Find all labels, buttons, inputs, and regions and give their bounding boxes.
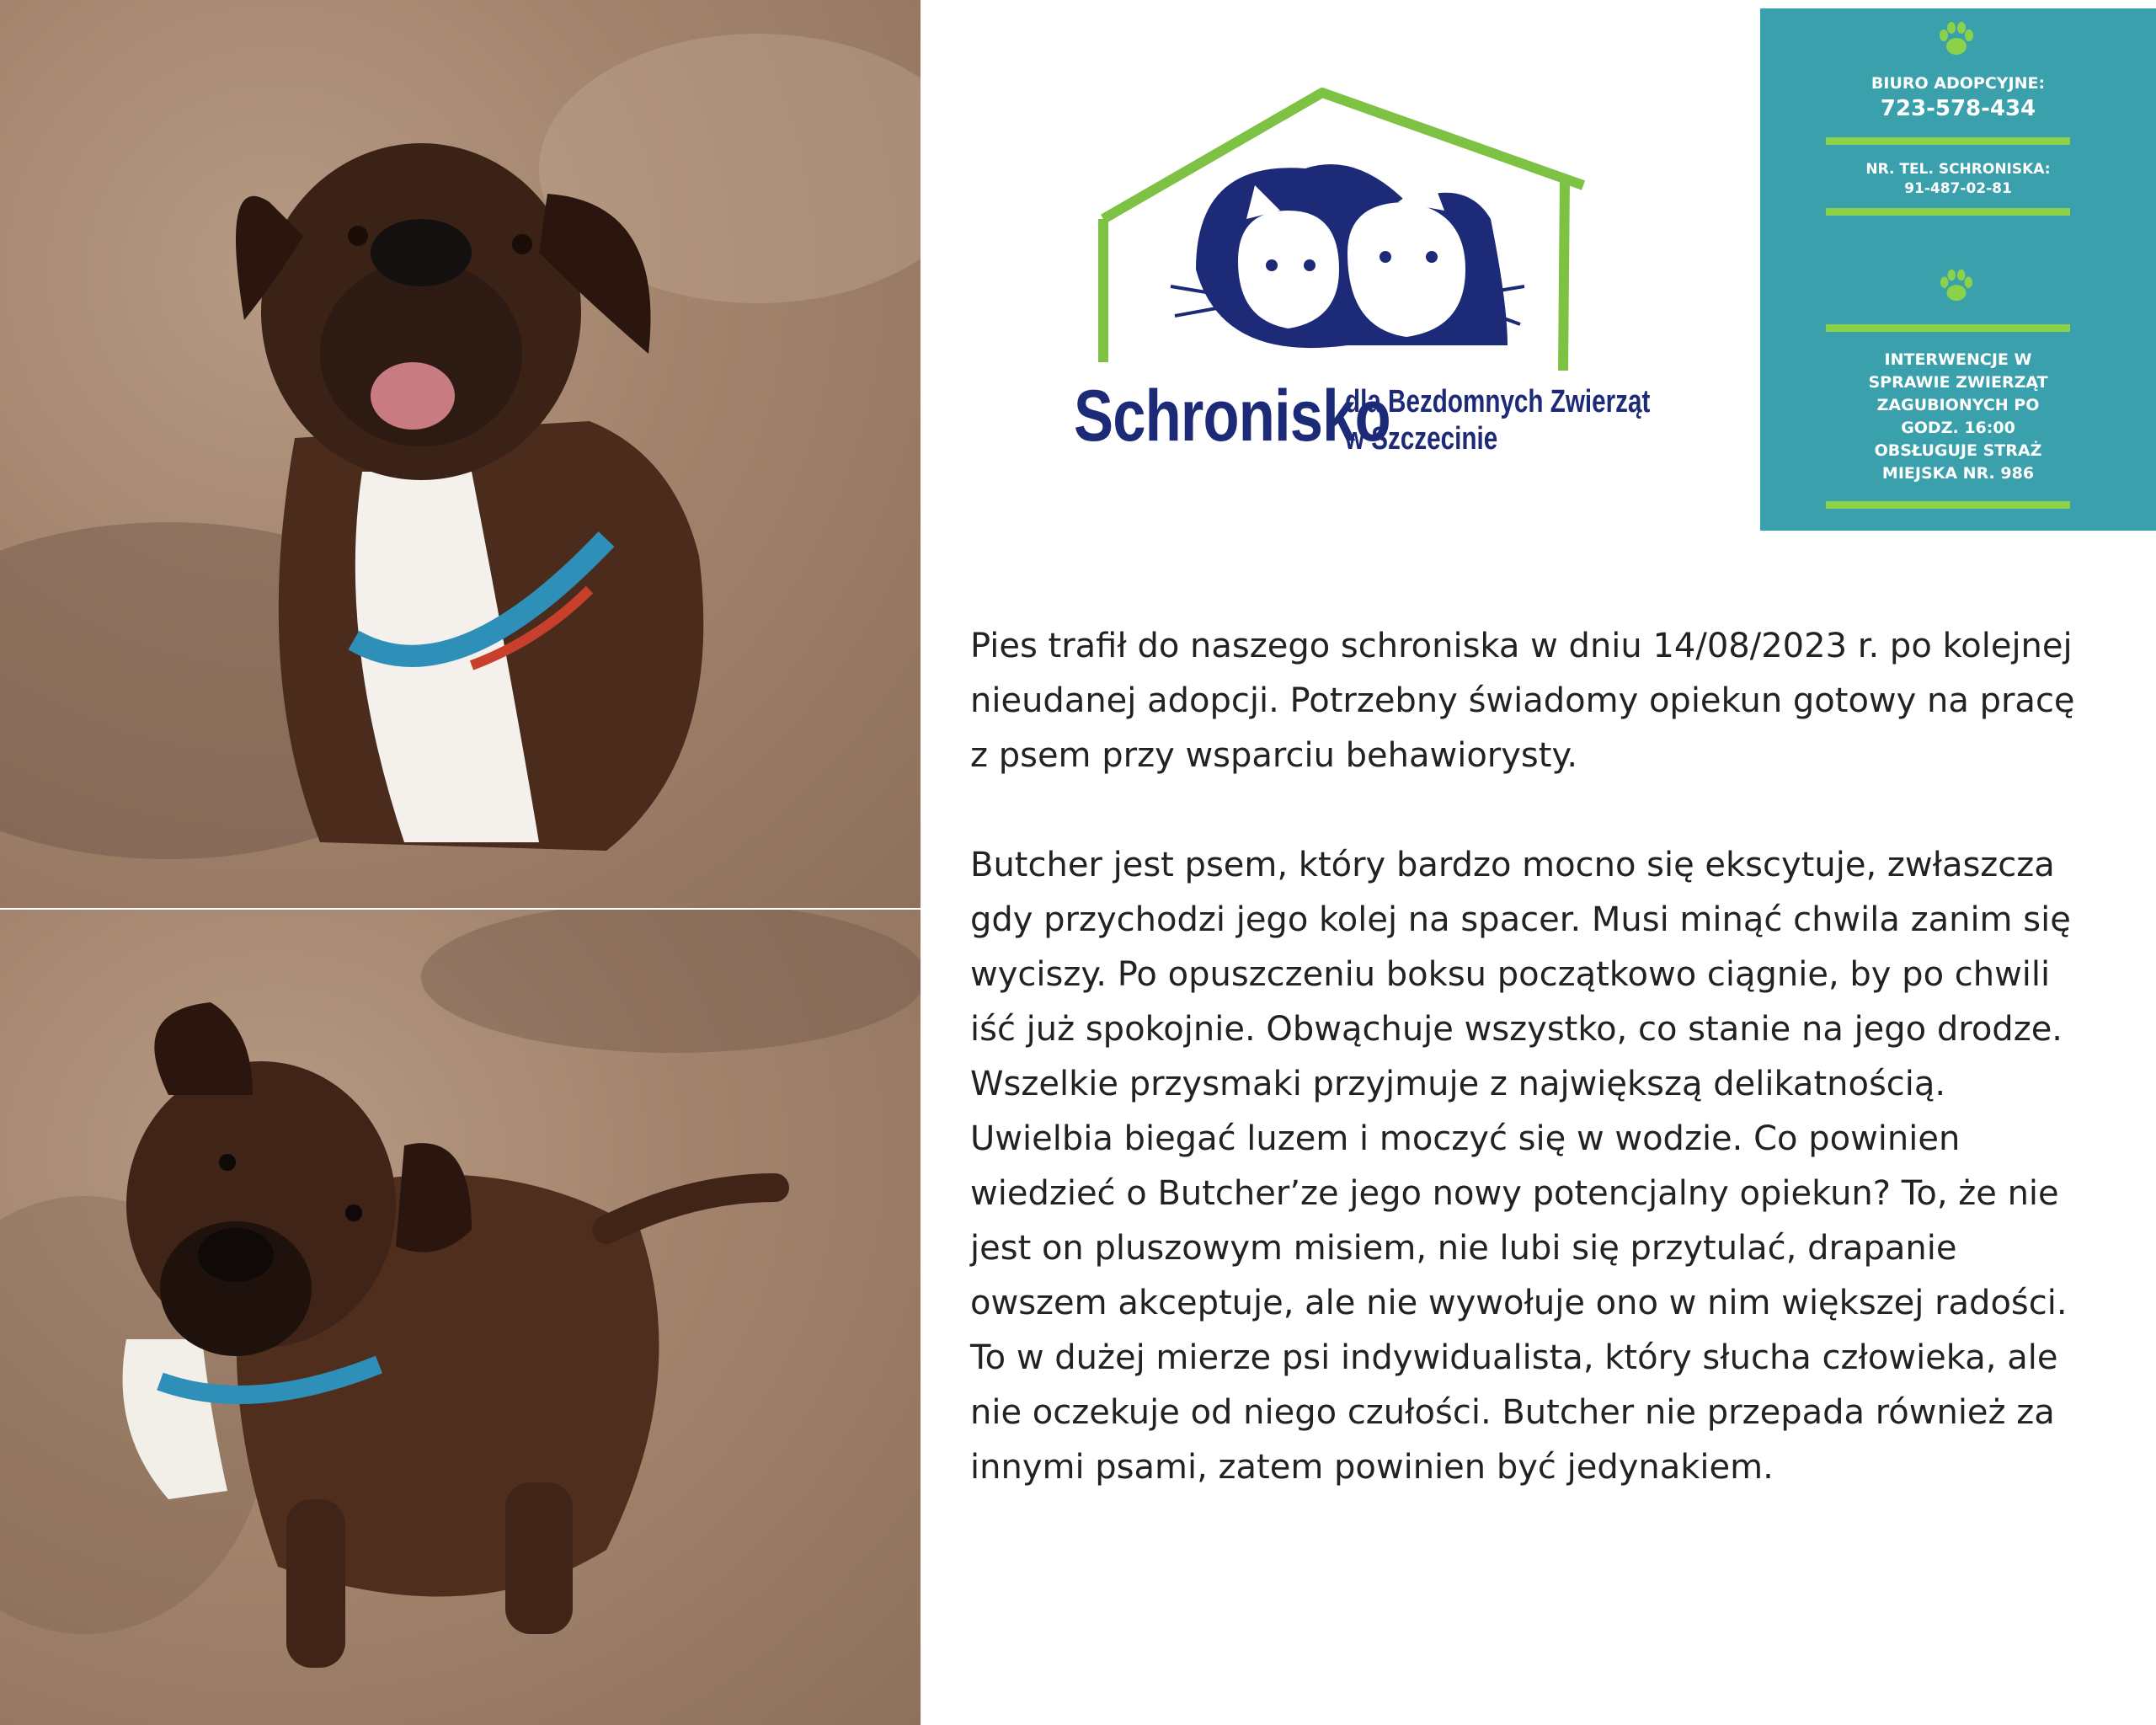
intervention-line: ZAGUBIONYCH PO: [1876, 396, 2040, 414]
logo-subtitle-line2: w Szczecinie: [1345, 421, 1498, 457]
intervention-line: INTERWENCJE W: [1884, 350, 2032, 369]
logo-title: Schronisko: [1074, 376, 1390, 457]
dog-illustration-top: [0, 0, 921, 908]
dog-photo-bottom: [0, 910, 921, 1725]
divider-line: [1826, 208, 2070, 216]
divider-line: [1826, 324, 2070, 332]
logo-subtitle: [1345, 383, 1650, 457]
dog-photo-top: [0, 0, 921, 908]
adoption-office-phone: 723-578-434: [1880, 96, 2036, 121]
body-paragraph: Butcher jest psem, który bardzo mocno się ekscytuje, zwłaszcza gdy przychodzi jego kolej na spacer. Musi minąć chwila zanim się wyciszy. Po opuszczeniu boksu początkowo ciągnie, by po chwili iść już spokojnie. Obwąchuje wszystko, co stanie na jego drodze. Wszelkie przysmaki przyjmuje z największą delikatnością. Uwielbia biegać luzem i moczyć się w wodzie. Co powinien wiedzieć o Butcher’ze jego nowy potencjalny opiekun? To, że nie jest on pluszowym misiem, nie lubi się przytulać, drapanie owszem akceptuje, ale nie wywołuje ono w nim większej radości. To w dużej mierze psi indywidualista, który słucha człowieka, ale nie oczekuje od niego czułości. Butcher nie przepada również za innymi psami, zatem powinien być jedynakiem.: [970, 846, 2071, 1487]
intro-paragraph: Pies trafił do naszego schroniska w dniu 14/08/2023 r. po kolejnej nieudanej adopcji. Potrzebny świadomy opiekun gotowy na pracę z psem przy wsparciu behawiorysty.: [970, 627, 2075, 775]
divider-line: [1826, 137, 2070, 145]
contact-info-card: [1760, 8, 2156, 531]
shelter-phone: 91-487-02-81: [1904, 180, 2012, 197]
logo-subtitle-line1: dla Bezdomnych Zwierząt: [1345, 384, 1651, 419]
dog-illustration-bottom: [0, 910, 921, 1725]
intervention-info: [1760, 349, 2156, 485]
paw-icon: [1937, 20, 1976, 59]
intervention-line: OBSŁUGUJE STRAŻ: [1874, 441, 2042, 460]
intervention-line: GODZ. 16:00: [1901, 419, 2015, 437]
intervention-line: MIEJSKA NR. 986: [1881, 464, 2035, 483]
shelter-phone-label: NR. TEL. SCHRONISKA:: [1865, 161, 2051, 178]
divider-line: [1826, 501, 2070, 509]
intervention-line: SPRAWIE ZWIERZĄT: [1868, 373, 2048, 392]
adoption-office-label: BIURO ADOPCYJNE:: [1870, 74, 2046, 93]
dog-description: [970, 619, 2090, 1550]
paw-icon: [1938, 268, 1975, 305]
